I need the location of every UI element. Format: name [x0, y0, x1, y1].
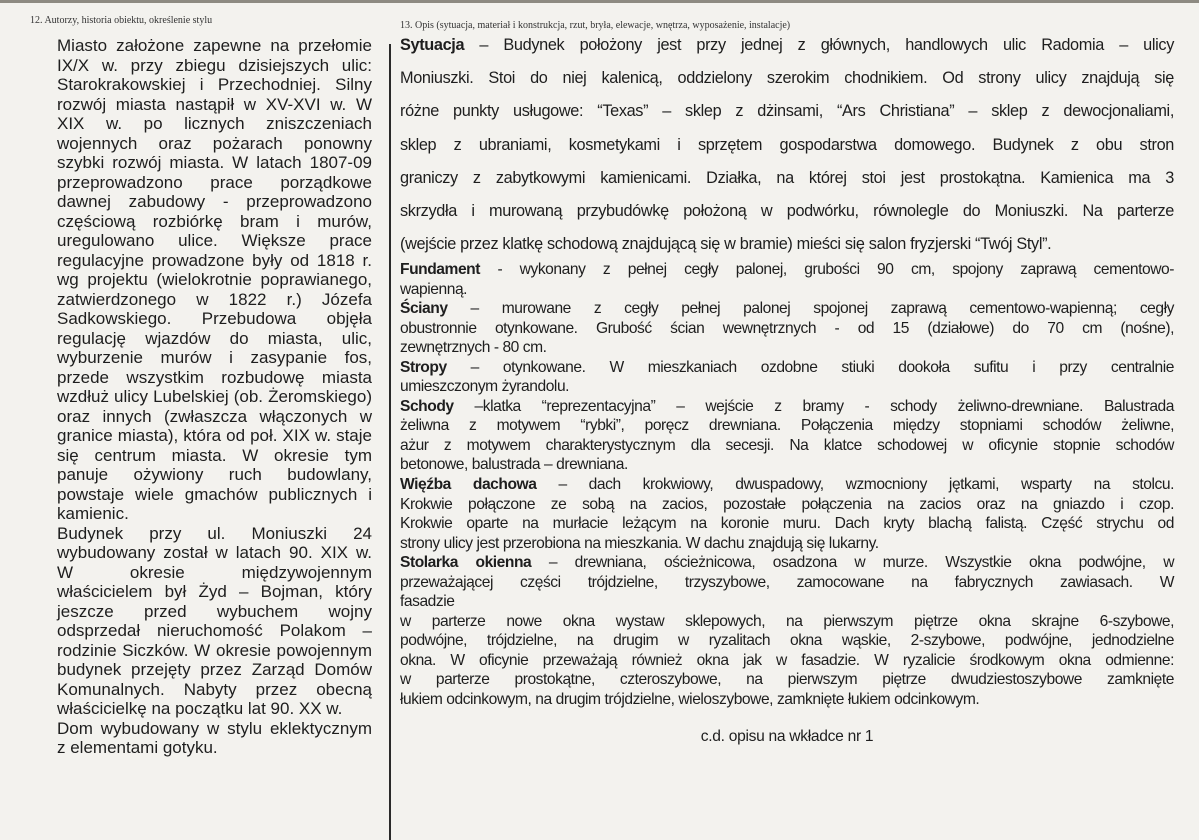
text-line	[400, 34, 1174, 67]
text-line	[57, 563, 372, 583]
line-text: regulację wjazdów do miasta, ulic,	[57, 328, 372, 348]
text-line	[57, 719, 372, 739]
line-text: w parterze nowe okna wystaw sklepowych, na pierwszym piętrze okna skrajne 6-szybowe,	[400, 612, 1174, 630]
line-text: W okresie międzywojennym	[57, 562, 372, 582]
line-text: właścicielem był Żyd – Bojman, który	[57, 582, 372, 601]
text-line	[57, 290, 372, 310]
line-text: Komunalnych. Nabyty przez obecną	[57, 679, 372, 699]
text-line	[57, 212, 372, 232]
line-text: się centrum miasta. W okresie tym	[57, 445, 372, 465]
line-text: powstaje wiele gmachów publicznych i	[57, 484, 372, 504]
section-13-header: 13. Opis (sytuacja, materiał i konstrukcja, rzut, bryła, elewacje, wnętrza, wyposażenie, instalacje)	[400, 20, 791, 31]
line-text: wapienną.	[400, 280, 468, 298]
line-text: żeliwna z motywem “rybki”, poręcz drewniana. Połączenia między stopniami schodów żeliwne,	[400, 417, 1174, 435]
line-text: regulacyjne prowadzone były od 1818 r.	[57, 250, 372, 270]
line-text: podwójne, trójdzielne, na drugim w ryzalitach okna wąskie, 2-szybowe, podwójne, jednodzielne	[400, 632, 1174, 650]
text-line	[57, 153, 372, 173]
line-text: budynek przejęty przez Zarząd Domów	[57, 660, 372, 679]
line-text: (wejście przez klatkę schodową znajdującą się w bramie) mieści się salon fryzjerski “Twój Styl”.	[400, 235, 1052, 254]
line-text: graniczy z zabytkowymi kamienicami. Działka, na której stoi jest prostokątna. Kamienica ma 3	[400, 168, 1174, 187]
section-12-header: 12. Autorzy, historia obiektu, określenie stylu	[30, 15, 213, 26]
text-line	[57, 368, 372, 388]
column-divider	[389, 44, 391, 840]
text-line	[400, 67, 1174, 100]
text-line	[57, 251, 372, 271]
description-text	[400, 260, 1174, 710]
text-line	[57, 426, 372, 446]
line-text: Krokwie oparte na murłacie leżącym na koronie muru. Dach kryty blachą falistą. Część strychu od	[400, 515, 1174, 533]
text-line	[57, 173, 372, 193]
line-text: rozwój miasta nastąpił w XV-XVI w. W	[57, 94, 372, 114]
line-text: wojennych oraz pożarach ponowny	[57, 133, 372, 153]
section-label: Sytuacja	[400, 36, 465, 54]
line-text: wg projektu (wielokrotnie poprawianego,	[57, 270, 372, 289]
text-line	[57, 621, 372, 641]
text-line	[400, 338, 1174, 358]
text-line	[400, 690, 1174, 710]
text-line	[57, 446, 372, 466]
text-line	[400, 670, 1174, 690]
history-text	[57, 36, 372, 758]
text-line	[57, 602, 372, 622]
line-text: Krokwie połączone ze sobą na zacios, pozostałe połączenia na zacios oraz na gniazdo i czop.	[400, 495, 1174, 513]
line-text: oraz innych (zwłaszcza włączonych w	[57, 406, 372, 426]
line-text: różne punkty usługowe: “Texas” – sklep z dżinsami, “Ars Christiana” – sklep z dewocjonaliami,	[400, 102, 1174, 121]
text-line	[57, 504, 372, 524]
text-line	[400, 436, 1174, 456]
line-text: fasadzie	[400, 593, 455, 611]
line-text: wybudowany został w latach 90. XIX w.	[57, 543, 372, 562]
text-line	[400, 260, 1174, 280]
line-text: Moniuszki. Stoi do niej kalenicą, oddzielony szerokim chodnikiem. Od strony ulicy znajdują się	[400, 69, 1174, 88]
line-text: ażur z motywem charakterystycznym dla secesji. Na klatce schodowej w oficynie stopnie schodów	[400, 436, 1174, 454]
line-text: jeszcze przed wybuchem wojny	[57, 601, 372, 621]
text-line	[400, 397, 1174, 417]
line-text: uregulowano ulice. Większe prace	[57, 231, 372, 250]
text-line	[400, 592, 1174, 612]
line-text: Sadkowskiego. Przebudowa objęła	[57, 309, 372, 328]
section-label: Schody	[400, 397, 454, 415]
text-line	[57, 641, 372, 661]
line-text: Miasto założone zapewne na przełomie	[57, 36, 372, 55]
text-line	[57, 270, 372, 290]
text-line	[400, 299, 1174, 319]
line-text: – otynkowane. W mieszkaniach ozdobne stiuki dookoła sufitu i przy centralnie	[446, 358, 1174, 376]
line-text: Dom wybudowany w stylu eklektycznym	[57, 718, 372, 738]
text-line	[57, 134, 372, 154]
text-line	[400, 612, 1174, 632]
situation-text	[400, 34, 1174, 266]
text-line	[57, 524, 372, 544]
line-text: granice miasta), która od poł. XIX w. staje	[57, 426, 372, 445]
line-text: łukiem odcinkowym, na drugim trójdzielne, wieloszybowe, zamknięte łukiem odcinkowym.	[400, 691, 980, 709]
text-line	[57, 738, 372, 758]
text-line	[400, 455, 1174, 475]
section-label: Ściany	[400, 300, 448, 318]
line-text: odsprzedał nieruchomość Polakom –	[57, 621, 372, 640]
text-line	[400, 514, 1174, 534]
text-line	[57, 95, 372, 115]
line-text: –klatka “reprezentacyjna” – wejście z bramy - schody żeliwno-drewniane. Balustrada	[453, 397, 1174, 415]
line-text: skrzydła i murowaną przybudówkę położoną w podwórku, równolegle do Moniuszki. Na parterze	[400, 201, 1174, 220]
text-line	[400, 100, 1174, 133]
line-text: rodzinie Siczków. W okresie powojennym	[57, 640, 372, 660]
text-line	[57, 582, 372, 602]
text-line	[57, 309, 372, 329]
line-text: zewnętrznych - 80 cm.	[400, 339, 547, 357]
text-line	[400, 167, 1174, 200]
text-line	[57, 699, 372, 719]
line-text: obustronnie otynkowane. Grubość ścian wewnętrznych - od 15 (działowe) do 70 cm (nośne),	[400, 319, 1174, 337]
line-text: wzdłuż ulicy Lubelskiej (ob. Żeromskiego)	[57, 387, 372, 406]
section-label: Stropy	[400, 358, 447, 376]
text-line	[400, 495, 1174, 515]
text-line	[400, 631, 1174, 651]
text-line	[400, 534, 1174, 554]
line-text: kamienic.	[57, 504, 129, 523]
line-text: – drewniana, ościeżnicowa, osadzona w murze. Wszystkie okna podwójne, w	[531, 554, 1175, 572]
text-line	[57, 192, 372, 212]
text-line	[400, 319, 1174, 339]
line-text: umieszczonym żyrandolu.	[400, 378, 570, 396]
text-line	[57, 387, 372, 407]
text-line	[57, 329, 372, 349]
text-line	[400, 553, 1174, 573]
text-line	[57, 407, 372, 427]
text-line	[400, 573, 1174, 593]
text-line	[57, 543, 372, 563]
line-text: dawnej zabudowy - przeprowadzono	[57, 192, 372, 211]
line-text: sklep z ubraniami, kosmetykami i sprzętem gospodarstwa domowego. Budynek z obu stron	[400, 135, 1174, 154]
line-text: IX/X w. przy zbiegu dzisiejszych ulic:	[57, 55, 372, 75]
line-text: wyburzenie murów i zasypanie fos,	[57, 348, 372, 367]
section-label: Więźba dachowa	[400, 476, 537, 494]
text-line	[400, 416, 1174, 436]
line-text: okna. W oficynie przeważają również okna jak w fasadzie. W ryzalicie środkowym okna odmienne:	[400, 651, 1174, 669]
text-line	[57, 75, 372, 95]
text-line	[57, 231, 372, 251]
text-line	[57, 680, 372, 700]
text-line	[57, 56, 372, 76]
text-line	[400, 651, 1174, 671]
section-label: Stolarka okienna	[400, 554, 532, 572]
text-line	[57, 485, 372, 505]
text-line	[400, 280, 1174, 300]
line-text: częściową rozbiórkę bram i murów,	[57, 211, 372, 231]
text-line	[400, 200, 1174, 233]
line-text: przeważającej części trójdzielne, trzyszybowe, zamocowane na fabrycznych zawiasach. W	[400, 573, 1174, 591]
text-line	[57, 114, 372, 134]
line-text: - wykonany z pełnej cegły palonej, grubości 90 cm, spojony zaprawą cementowo-	[479, 261, 1174, 278]
line-text: przeprowadzono prace porządkowe	[57, 172, 372, 192]
line-text: – dach krokwiowy, dwuspadowy, wzmocniony jętkami, wsparty na stolcu.	[536, 476, 1174, 494]
line-text: w parterze prostokątne, czteroszybowe, na pierwszym piętrze dwudziestoszybowe zamknięte	[400, 671, 1174, 689]
line-text: – Budynek położony jest przy jednej z głównych, handlowych ulic Radomia – ulicy	[464, 36, 1174, 54]
text-line	[57, 348, 372, 368]
line-text: zatwierdzonego w 1822 r.) Józefa	[57, 289, 372, 309]
text-line	[400, 358, 1174, 378]
text-line	[57, 36, 372, 56]
line-text: betonowe, balustrada – drewniana.	[400, 456, 628, 474]
line-text: strony ulicy jest przerobiona na mieszkania. W dachu znajdują się lukarny.	[400, 534, 879, 552]
line-text: Budynek przy ul. Moniuszki 24	[57, 523, 372, 543]
line-text: Starokrakowskiej i Przechodniej. Silny	[57, 75, 372, 94]
text-line	[400, 377, 1174, 397]
text-line	[57, 465, 372, 485]
scan-edge	[0, 0, 1199, 3]
line-text: panuje ożywiony ruch budowlany,	[57, 465, 372, 484]
text-line	[400, 134, 1174, 167]
text-line	[400, 475, 1174, 495]
line-text: – murowane z cegły pełnej palonej spojonej zaprawą cementowo-wapienną; cegły	[447, 300, 1174, 318]
line-text: z elementami gotyku.	[57, 738, 218, 757]
continuation-note: c.d. opisu na wkładce nr 1	[700, 728, 874, 745]
line-text: szybki rozwój miasta. W latach 1807-09	[57, 153, 372, 172]
line-text: właścicielkę na początku lat 90. XX w.	[57, 699, 343, 718]
line-text: przede wszystkim rozbudowę miasta	[57, 367, 372, 387]
text-line	[57, 660, 372, 680]
line-text: XIX w. po licznych zniszczeniach	[57, 114, 372, 133]
section-label: Fundament	[400, 261, 480, 278]
